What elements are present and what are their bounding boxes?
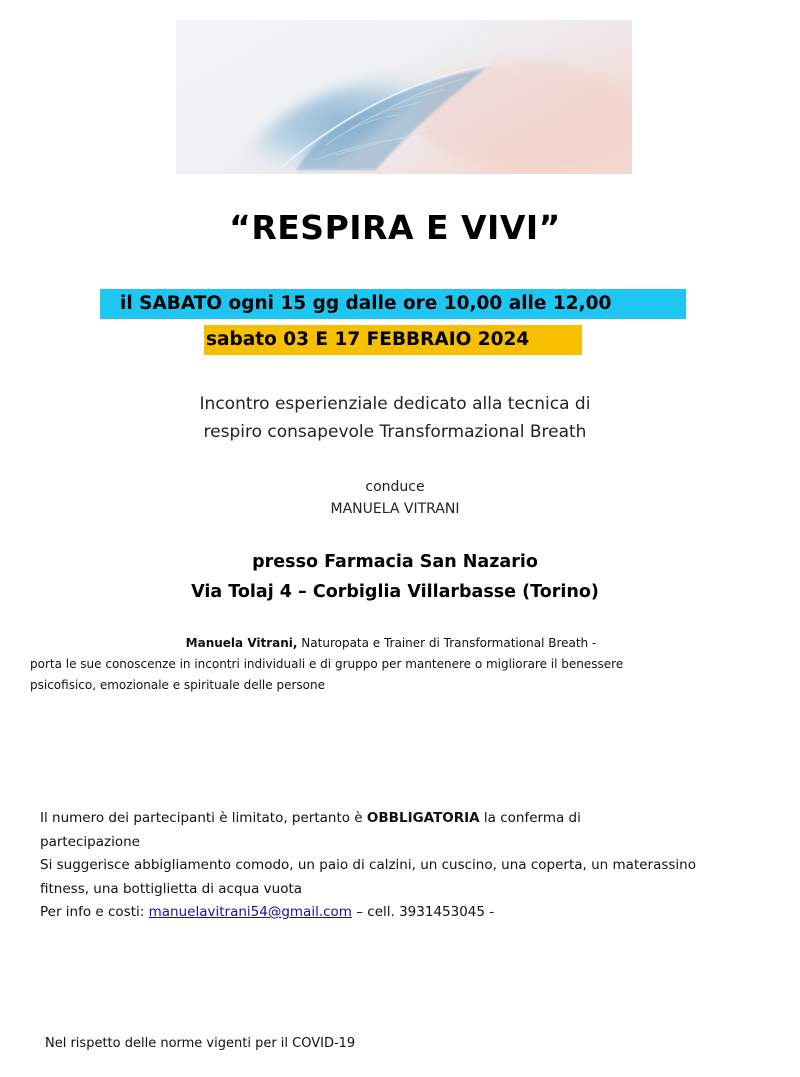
- host-label: conduce: [365, 479, 425, 495]
- schedule-highlight-line: il SABATO ogni 15 gg dalle ore 10,00 alle 12,00: [100, 289, 686, 319]
- bio-line: porta le sue conoscenze in incontri individuali e di gruppo per mantenere o migliorare il benessere: [30, 657, 624, 671]
- event-description: [0, 390, 790, 446]
- info-text: Il numero dei partecipanti è limitato, pertanto è: [40, 810, 367, 826]
- bio-role: Naturopata e Trainer di Transformational Breath -: [297, 636, 597, 650]
- email-link[interactable]: manuelavitrani54@gmail.com: [148, 904, 352, 920]
- info-line: partecipazione: [40, 833, 140, 850]
- host-bio: [30, 633, 790, 696]
- venue-address: Via Tolaj 4 – Corbiglia Villarbasse (Torino): [191, 582, 599, 602]
- bio-line: psicofisico, emozionale e spirituale delle persone: [30, 678, 325, 692]
- host-name: MANUELA VITRANI: [330, 501, 460, 517]
- venue-block: [0, 547, 790, 607]
- host-block: [0, 476, 790, 520]
- contact-line: [40, 901, 780, 925]
- feather-image: [176, 20, 632, 174]
- bio-name: Manuela Vitrani,: [185, 636, 298, 650]
- info-line: fitness, una bottiglietta di acqua vuota: [40, 880, 303, 897]
- info-line: Si suggerisce abbigliamento comodo, un paio di calzini, un cuscino, una coperta, un materassino: [40, 857, 696, 873]
- mandatory-label: OBBLIGATORIA: [366, 810, 480, 826]
- info-text: Per info e costi:: [40, 904, 149, 920]
- info-text: la conferma di: [479, 810, 581, 826]
- page-title: “RESPIRA E VIVI”: [229, 208, 561, 247]
- covid-footer-note: Nel rispetto delle norme vigenti per il COVID-19: [45, 1036, 356, 1051]
- schedule-dates-highlight: sabato 03 E 17 FEBBRAIO 2024: [204, 325, 582, 355]
- description-line: Incontro esperienziale dedicato alla tecnica di: [199, 394, 591, 414]
- venue-name: presso Farmacia San Nazario: [252, 552, 538, 572]
- description-line: respiro consapevole Transformazional Breath: [203, 422, 587, 442]
- participation-info: [40, 807, 780, 925]
- info-limited-line: [40, 807, 780, 831]
- bio-heading: [30, 633, 790, 654]
- phone-text: – cell. 3931453045 -: [351, 904, 495, 920]
